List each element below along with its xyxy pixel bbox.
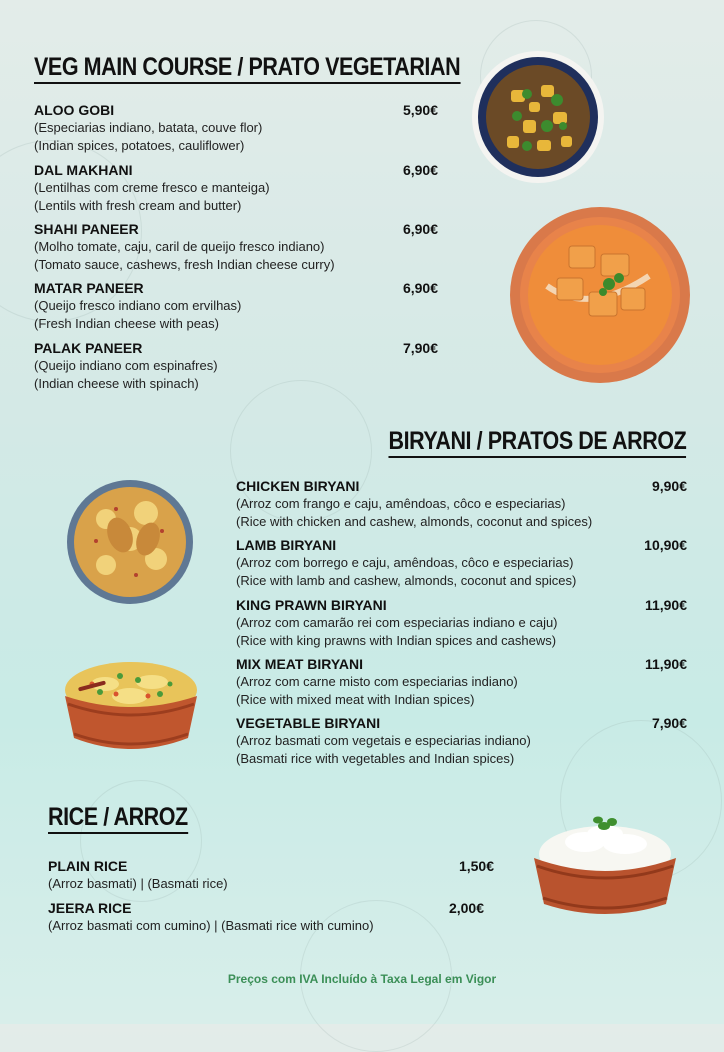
menu-item-price: 2,00€ — [448, 900, 484, 916]
menu-item-name: ALOO GOBI — [34, 102, 115, 118]
menu-item-desc-pt: (Arroz com frango e caju, amêndoas, côco e especiarias) — [236, 496, 566, 511]
rice-section-title: RICE / ARROZ — [48, 802, 188, 834]
menu-item-desc-pt: (Queijo indiano com espinafres) — [34, 358, 218, 373]
menu-item-desc-en: (Indian cheese with spinach) — [34, 376, 199, 391]
menu-item-price: 6,90€ — [402, 162, 438, 178]
menu-item-name: SHAHI PANEER — [34, 221, 139, 237]
menu-item-desc-en: (Rice with lamb and cashew, almonds, coconut and spices) — [236, 573, 577, 588]
menu-item-desc-pt: (Lentilhas com creme fresco e manteiga) — [34, 180, 270, 195]
menu-item-jeera-rice — [48, 899, 484, 935]
menu-item-desc-en: (Rice with chicken and cashew, almonds, coconut and spices) — [236, 514, 593, 529]
menu-item-price: 7,90€ — [651, 715, 687, 731]
menu-item-desc-pt: (Arroz com carne misto com especiarias indiano) — [236, 674, 518, 689]
menu-item-desc-en: (Indian spices, potatoes, cauliflower) — [34, 138, 245, 153]
menu-item-lamb-biryani — [236, 536, 687, 590]
menu-item-price: 7,90€ — [402, 340, 438, 356]
menu-item-name: PALAK PANEER — [34, 340, 143, 356]
menu-item-price: 9,90€ — [651, 478, 687, 494]
menu-item-aloo-gobi — [34, 101, 438, 155]
menu-item-desc-pt: (Arroz com camarão rei com especiarias indiano e caju) — [236, 615, 558, 630]
menu-item-name: CHICKEN BIRYANI — [236, 478, 360, 494]
biryani-section-title: BIRYANI / PRATOS DE ARROZ — [388, 426, 686, 458]
menu-item-plain-rice — [48, 857, 494, 893]
menu-item-desc-pt: (Arroz basmati com vegetais e especiarias indiano) — [236, 733, 531, 748]
veg-section-title: VEG MAIN COURSE / PRATO VEGETARIAN — [34, 52, 460, 84]
menu-item-palak-paneer — [34, 339, 438, 393]
menu-item-price: 6,90€ — [402, 280, 438, 296]
menu-item-price: 11,90€ — [644, 656, 687, 672]
menu-item-desc-en: (Rice with mixed meat with Indian spices) — [236, 692, 475, 707]
menu-item-shahi-paneer — [34, 220, 438, 274]
price-disclaimer-footer: Preços com IVA Incluído à Taxa Legal em Vigor — [227, 972, 497, 986]
menu-item-desc-en: (Basmati rice with vegetables and Indian spices) — [236, 751, 515, 766]
vegetable-biryani-dish-image — [60, 656, 202, 756]
menu-item-desc-en: (Fresh Indian cheese with peas) — [34, 316, 219, 331]
menu-item-name: VEGETABLE BIRYANI — [236, 715, 381, 731]
menu-item-name: JEERA RICE — [48, 900, 132, 916]
menu-item-desc-en: (Tomato sauce, cashews, fresh Indian cheese curry) — [34, 257, 335, 272]
menu-item-price: 10,90€ — [644, 537, 687, 553]
menu-item-desc-pt: (Arroz com borrego e caju, amêndoas, côco e especiarias) — [236, 555, 574, 570]
menu-item-vegetable-biryani — [236, 714, 687, 768]
menu-item-name: MIX MEAT BIRYANI — [236, 656, 364, 672]
plain-rice-dish-image — [530, 812, 680, 922]
chicken-biryani-dish-image — [66, 479, 194, 605]
aloo-gobi-dish-image — [471, 50, 605, 184]
menu-item-desc-en: (Rice with king prawns with Indian spices and cashews) — [236, 633, 557, 648]
menu-item-name: MATAR PANEER — [34, 280, 144, 296]
menu-item-name: DAL MAKHANI — [34, 162, 133, 178]
menu-item-desc-pt: (Molho tomate, caju, caril de queijo fresco indiano) — [34, 239, 325, 254]
shahi-paneer-dish-image — [509, 206, 691, 384]
menu-item-name: LAMB BIRYANI — [236, 537, 337, 553]
menu-item-matar-paneer — [34, 279, 438, 333]
menu-item-desc-pt: (Especiarias indiano, batata, couve flor) — [34, 120, 263, 135]
menu-item-desc: (Arroz basmati com cumino) | (Basmati rice with cumino) — [48, 918, 374, 933]
menu-item-desc-pt: (Queijo fresco indiano com ervilhas) — [34, 298, 242, 313]
menu-item-name: KING PRAWN BIRYANI — [236, 597, 387, 613]
menu-item-king-prawn-biryani — [236, 596, 687, 650]
menu-item-price: 11,90€ — [644, 597, 687, 613]
menu-item-dal-makhani — [34, 161, 438, 215]
menu-item-desc: (Arroz basmati) | (Basmati rice) — [48, 876, 228, 891]
menu-item-desc-en: (Lentils with fresh cream and butter) — [34, 198, 242, 213]
menu-item-price: 6,90€ — [402, 221, 438, 237]
menu-item-mix-meat-biryani — [236, 655, 687, 709]
menu-item-price: 5,90€ — [402, 102, 438, 118]
menu-item-name: PLAIN RICE — [48, 858, 128, 874]
menu-item-price: 1,50€ — [458, 858, 494, 874]
menu-item-chicken-biryani — [236, 477, 687, 531]
